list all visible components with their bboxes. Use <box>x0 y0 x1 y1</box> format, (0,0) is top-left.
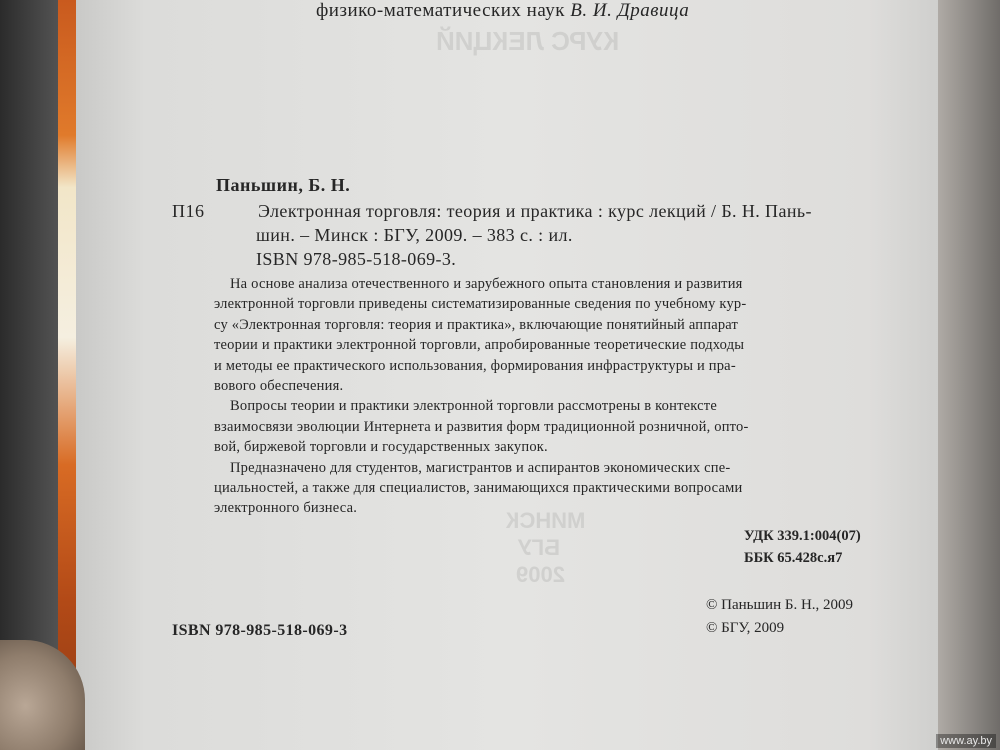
isbn-line: ISBN 978-985-518-069-3. <box>256 249 457 269</box>
author-heading: Паньшин, Б. Н. <box>216 175 351 195</box>
annotation-line: и методы ее практического использования, формирования инфраструктуры и пра- <box>214 357 736 374</box>
annotation-line: На основе анализа отечественного и зарубежного опыта становления и развития <box>230 276 743 292</box>
reviewer-line <box>316 0 689 22</box>
annotation-line: циальностей, а также для специалистов, занимающихся практическими вопросами <box>214 480 743 497</box>
copyright-author: © Паньшин Б. Н., 2009 <box>706 597 854 613</box>
background-right <box>930 0 1000 750</box>
copyright-publisher: © БГУ, 2009 <box>706 620 785 636</box>
annotation-line: су «Электронная торговля: теория и практика», включающие понятийный аппарат <box>214 316 739 333</box>
ghost-text-top: КУРС ЛЕКЦИЙ <box>436 26 620 56</box>
book-spine-stripe <box>58 0 76 750</box>
annotation-line: вового обеспечения. <box>214 378 344 395</box>
ghost-text-city: МИНСК <box>506 508 586 533</box>
author-sign-index: П16 <box>172 201 205 221</box>
ghost-text-publisher: БГУ <box>518 535 560 560</box>
title-line-2: шин. – Минск : БГУ, 2009. – 383 с. : ил. <box>256 225 573 245</box>
annotation-line: вой, биржевой торговли и государственных закупок. <box>214 439 548 456</box>
annotation-line: взаимосвязи эволюции Интернета и развития форм традиционной розничной, опто- <box>214 418 749 435</box>
annotation-line: электронного бизнеса. <box>214 500 358 517</box>
book-page <box>76 0 938 750</box>
bbk-code: ББК 65.428с.я7 <box>744 550 843 566</box>
annotation-line: Вопросы теории и практики электронной торговли рассмотрены в контексте <box>230 398 717 415</box>
title-line-1: Электронная торговля: теория и практика : курс лекций / Б. Н. Пань- <box>258 201 812 221</box>
annotation-line: теории и практики электронной торговли, апробированные теоретические подходы <box>214 337 745 354</box>
site-watermark: www.ay.by <box>936 734 996 748</box>
udk-code: УДК 339.1:004(07) <box>744 528 861 544</box>
annotation-line: электронной торговли приведены систематизированные сведения по учебному кур- <box>214 296 747 313</box>
annotation-line: Предназначено для студентов, магистрантов и аспирантов экономических спе- <box>230 459 731 476</box>
isbn-bottom: ISBN 978-985-518-069-3 <box>172 622 348 639</box>
annotation-block <box>214 274 894 519</box>
reviewer-line-prefix: физико-математических наук <box>316 0 571 21</box>
ghost-text-year: 2009 <box>516 562 565 587</box>
reviewer-name: В. И. Дравица <box>570 0 690 21</box>
